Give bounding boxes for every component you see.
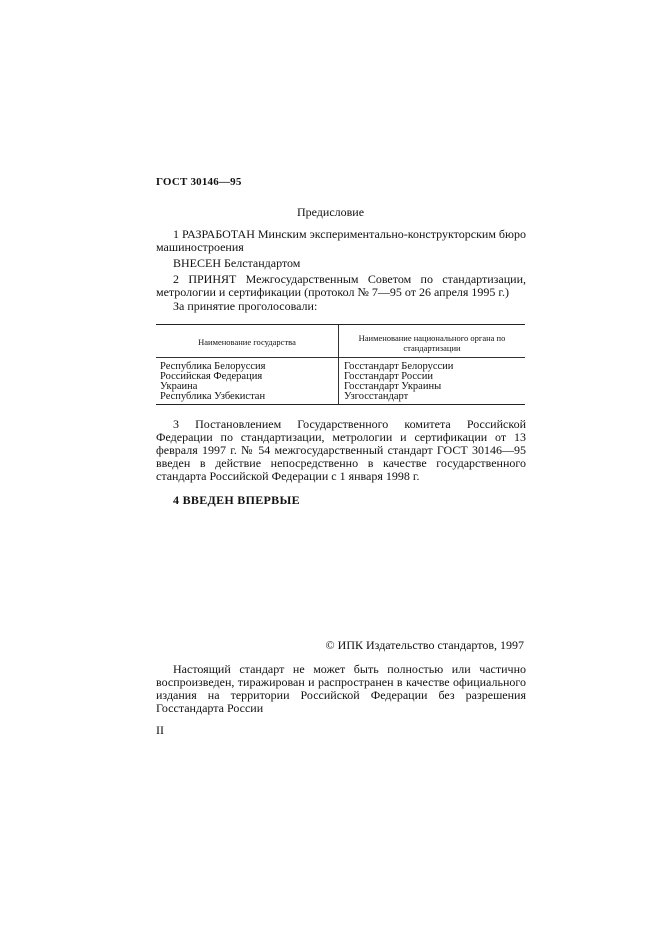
paragraph-introduced-by: ВНЕСЕН Белстандартом <box>173 256 301 270</box>
table-header-organ: Наименование национального органа по стандартизации <box>358 333 506 353</box>
paragraph-adopted-by: 2 ПРИНЯТ Межгосударственным Советом по стандартизации, метрологии и сертификации (протокол № 7—95 от 26 апреля 1995 г.) <box>156 272 526 299</box>
copyright-notice: © ИПК Издательство стандартов, 1997 <box>325 638 524 652</box>
table-header-state: Наименование государства <box>198 337 296 347</box>
table-row <box>160 392 520 402</box>
cell-state: Украина <box>160 381 198 392</box>
table-row <box>160 372 520 382</box>
cell-organ: Госстандарт Белоруссии <box>344 361 454 372</box>
document-code: ГОСТ 30146—95 <box>156 176 242 188</box>
cell-organ: Узгосстандарт <box>344 391 409 402</box>
paragraph-first-introduced: 4 ВВЕДЕН ВПЕРВЫЕ <box>173 493 300 507</box>
paragraph-reproduction-notice: Настоящий стандарт не может быть полностью или частично воспроизведен, тиражирован и распространен в качестве официального издания на территории Российской Федерации без разрешения Госстандарта России <box>156 662 526 715</box>
voting-table <box>156 324 525 405</box>
cell-state: Республика Узбекистан <box>160 391 266 402</box>
page-number: II <box>156 723 164 737</box>
cell-organ: Госстандарт России <box>344 371 433 382</box>
cell-state: Российская Федерация <box>160 371 263 382</box>
cell-organ: Госстандарт Украины <box>344 381 442 392</box>
paragraph-voted-for: За принятие проголосовали: <box>173 299 318 313</box>
cell-state: Республика Белоруссия <box>160 361 266 372</box>
table-header-divider <box>156 357 525 358</box>
paragraph-resolution: 3 Постановлением Государственного комитета Российской Федерации по стандартизации, метрологии и сертификации от 13 февраля 1997 г. № 54 межгосударственный стандарт ГОСТ 30146—95 введен в действие непосредственно в качестве государственного стандарта Российской Федерации с 1 января 1998 г. <box>156 417 526 483</box>
paragraph-developed-by: 1 РАЗРАБОТАН Минским экспериментально-конструкторским бюро машиностроения <box>156 227 526 254</box>
section-heading: Предисловие <box>296 205 365 219</box>
table-body <box>160 362 520 402</box>
